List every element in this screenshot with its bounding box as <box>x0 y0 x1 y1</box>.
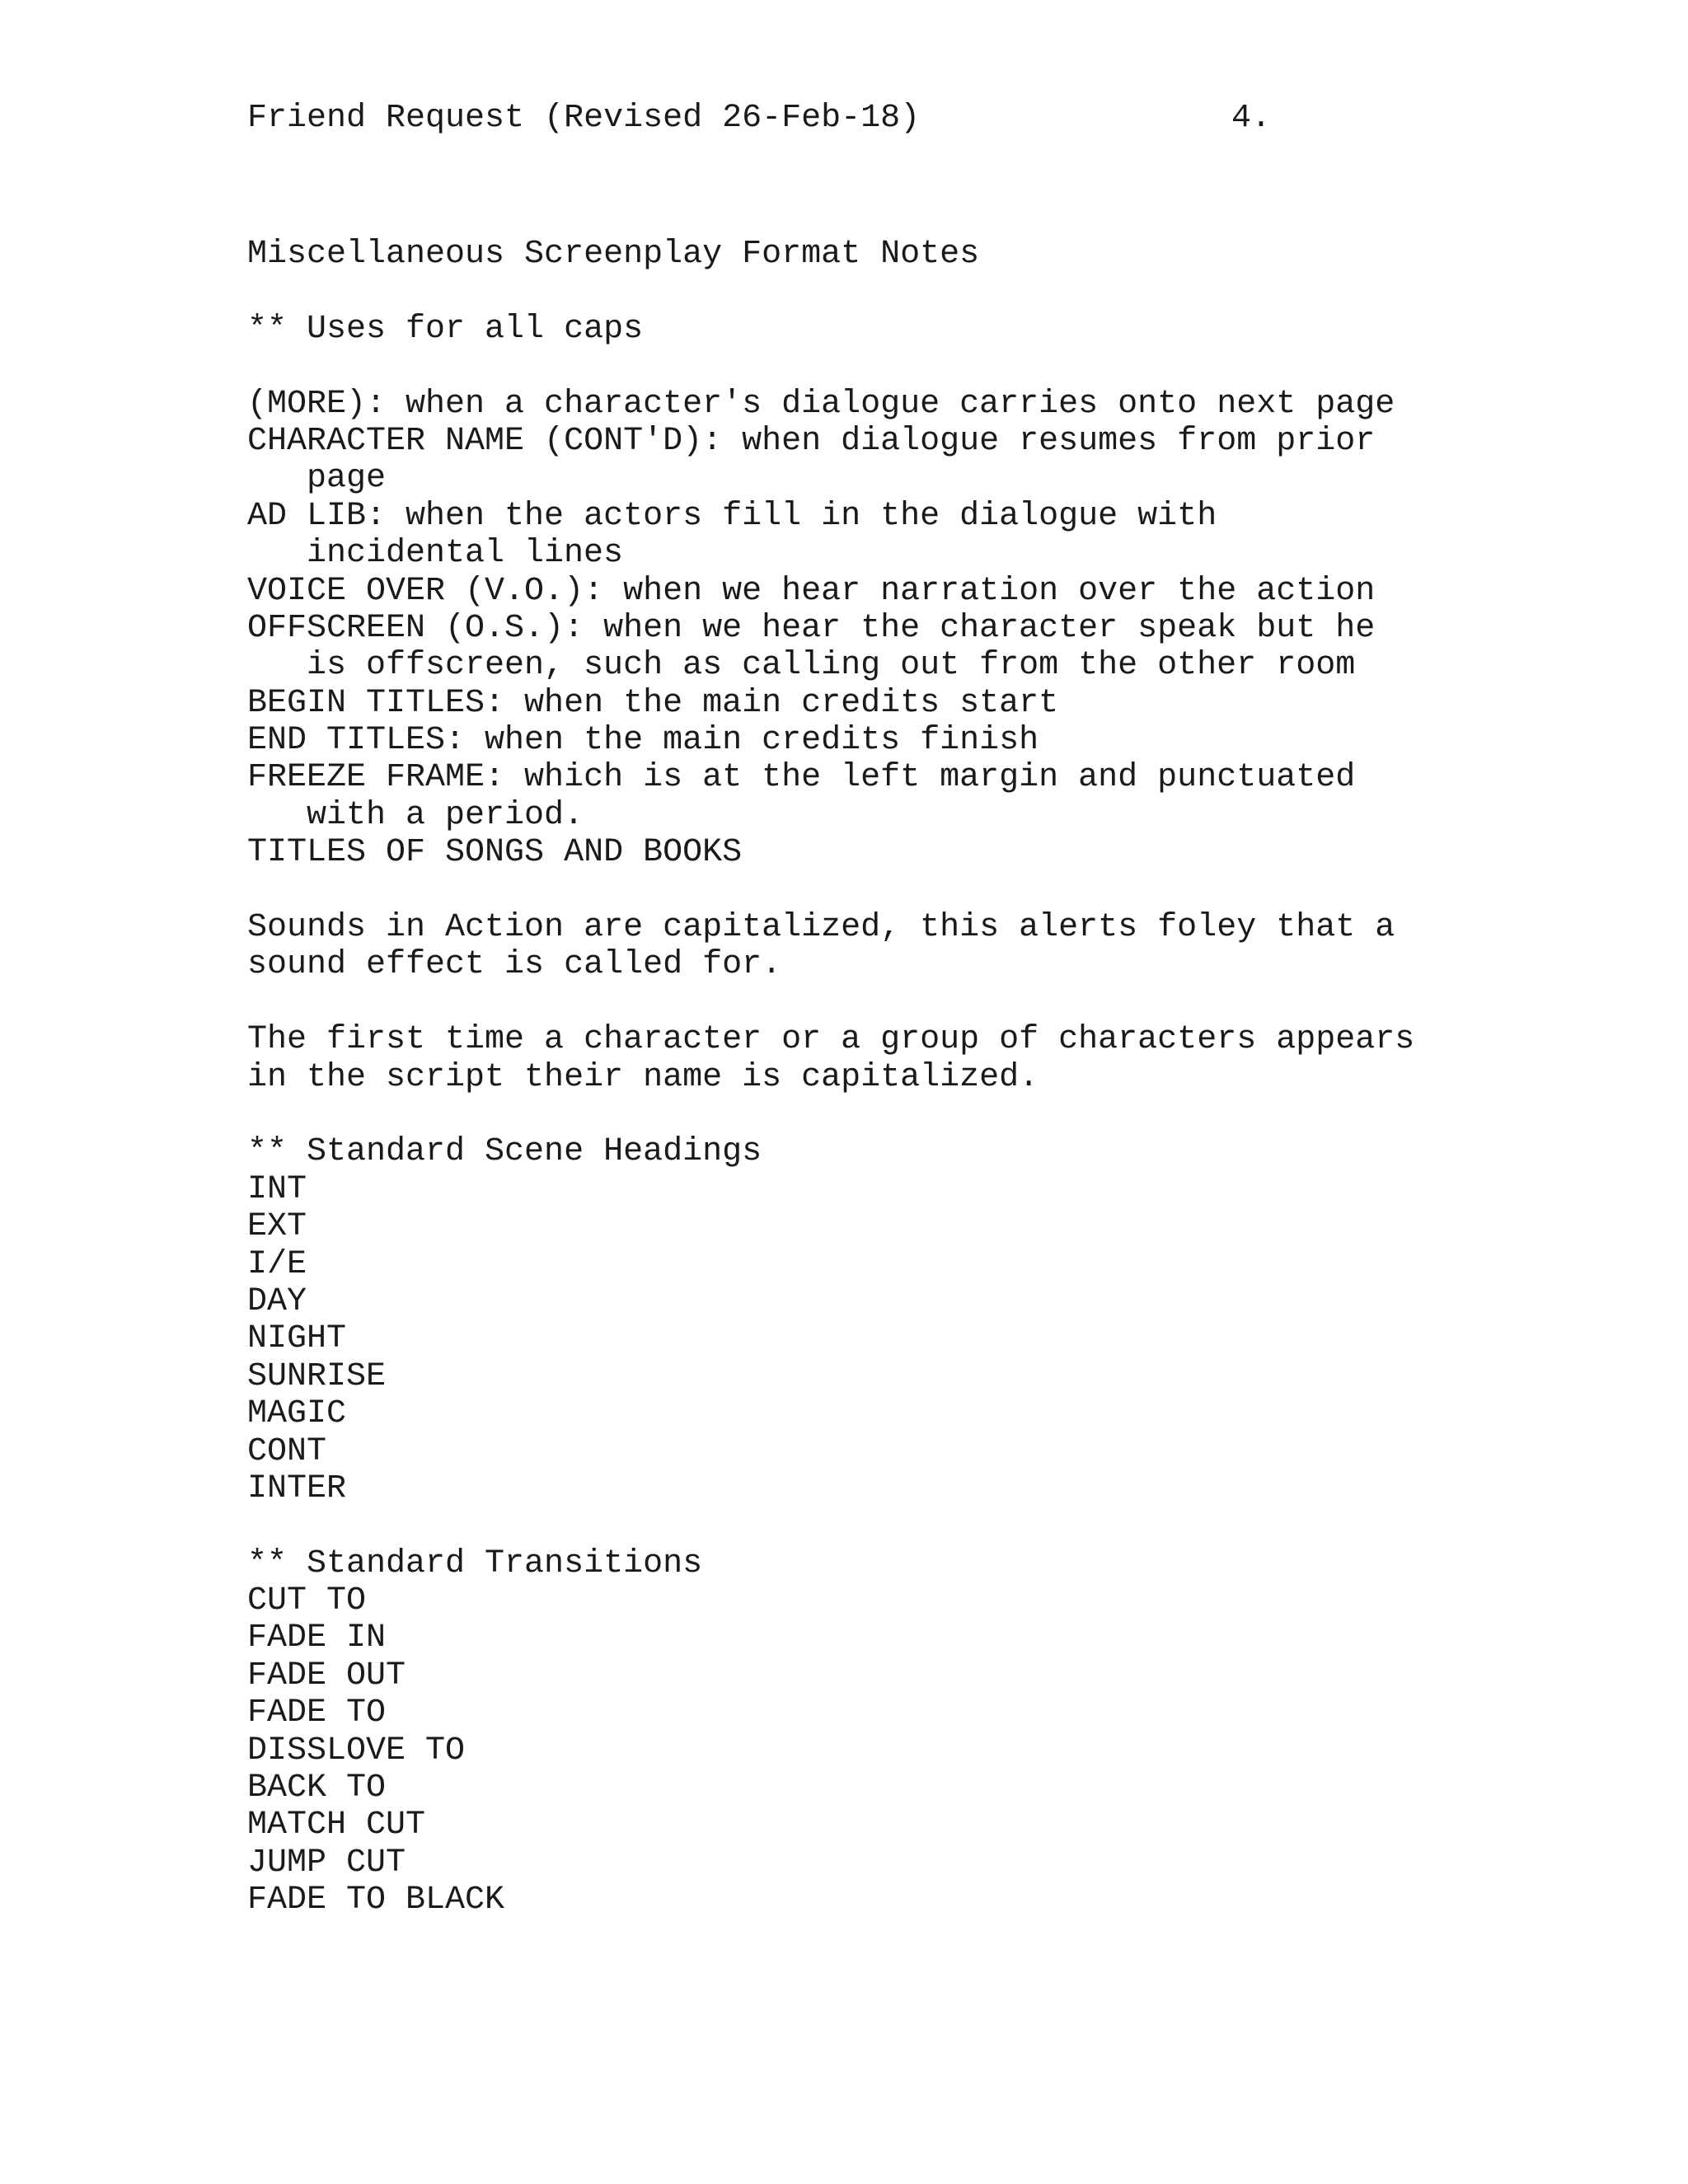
caps-item <box>247 423 1451 498</box>
scene-heading-item: MAGIC <box>247 1395 347 1433</box>
caps-item-continuation: is offscreen, such as calling out from the other room <box>307 647 1356 685</box>
scene-heading-item: INT <box>247 1170 307 1208</box>
caps-item-text: (MORE): when a character's dialogue carries onto next page <box>247 385 1395 423</box>
section-heading: Miscellaneous Screenplay Format Notes <box>247 236 980 273</box>
scene-headings-list <box>247 1171 1451 1508</box>
paragraph-line: Sounds in Action are capitalized, this alerts foley that a <box>247 909 1395 947</box>
caps-item-text: TITLES OF SONGS AND BOOKS <box>247 834 743 872</box>
caps-item-text: VOICE OVER (V.O.): when we hear narration over the action <box>247 572 1376 610</box>
spacer <box>247 1096 1451 1133</box>
spacer <box>247 273 1451 310</box>
caps-item-continuation: with a period. <box>307 796 584 834</box>
caps-item-continuation: incidental lines <box>307 535 624 573</box>
paragraph-sounds <box>247 909 1451 984</box>
transition-item: FADE TO BLACK <box>247 1882 505 1919</box>
transition-item: JUMP CUT <box>247 1844 406 1882</box>
caps-item <box>247 722 1451 759</box>
caps-item-text: BEGIN TITLES: when the main credits start <box>247 684 1059 722</box>
transition-item: FADE OUT <box>247 1657 406 1694</box>
paragraph-line: in the script their name is capitalized. <box>247 1058 1039 1096</box>
paragraph-line: The first time a character or a group of characters appears <box>247 1021 1415 1059</box>
caps-item-continuation: page <box>307 460 387 498</box>
caps-item-text: OFFSCREEN (O.S.): when we hear the character speak but he <box>247 609 1376 647</box>
caps-item-text: END TITLES: when the main credits finish <box>247 722 1039 760</box>
caps-item <box>247 834 1451 871</box>
caps-item-text: FREEZE FRAME: which is at the left margin and punctuated <box>247 759 1356 797</box>
spacer <box>247 348 1451 385</box>
transition-item: MATCH CUT <box>247 1807 426 1844</box>
scene-headings-title: ** Standard Scene Headings <box>247 1133 762 1171</box>
transition-item: FADE TO <box>247 1694 387 1732</box>
scene-heading-item: INTER <box>247 1469 347 1507</box>
page-header <box>247 100 1278 137</box>
transition-item: FADE IN <box>247 1619 387 1657</box>
caps-item <box>247 386 1451 423</box>
caps-item-text: CHARACTER NAME (CONT'D): when dialogue resumes from prior <box>247 422 1376 460</box>
scene-heading-item: SUNRISE <box>247 1357 387 1395</box>
page-number: 4. <box>1231 100 1272 137</box>
spacer <box>247 872 1451 909</box>
paragraph-character-names <box>247 1021 1451 1096</box>
spacer <box>247 1507 1451 1544</box>
caps-section-title: ** Uses for all caps <box>247 310 644 348</box>
caps-item <box>247 610 1451 685</box>
caps-item <box>247 573 1451 610</box>
transitions-title: ** Standard Transitions <box>247 1544 703 1582</box>
caps-item-text: AD LIB: when the actors fill in the dialogue with <box>247 497 1217 535</box>
spacer <box>247 984 1451 1021</box>
scene-heading-item: EXT <box>247 1208 307 1246</box>
transition-item: CUT TO <box>247 1582 367 1620</box>
caps-list <box>247 386 1451 872</box>
scene-heading-item: NIGHT <box>247 1320 347 1358</box>
caps-item <box>247 759 1451 834</box>
script-title-revision: Friend Request (Revised 26-Feb-18) <box>247 100 921 137</box>
caps-item <box>247 685 1451 722</box>
transitions-list <box>247 1582 1451 1919</box>
scene-heading-item: DAY <box>247 1282 307 1320</box>
paragraph-line: sound effect is called for. <box>247 946 782 984</box>
caps-item <box>247 498 1451 573</box>
transition-item: BACK TO <box>247 1769 387 1807</box>
transition-item: DISSLOVE TO <box>247 1732 466 1769</box>
document-body <box>247 236 1451 1919</box>
scene-heading-item: I/E <box>247 1245 307 1283</box>
scene-heading-item: CONT <box>247 1432 327 1470</box>
